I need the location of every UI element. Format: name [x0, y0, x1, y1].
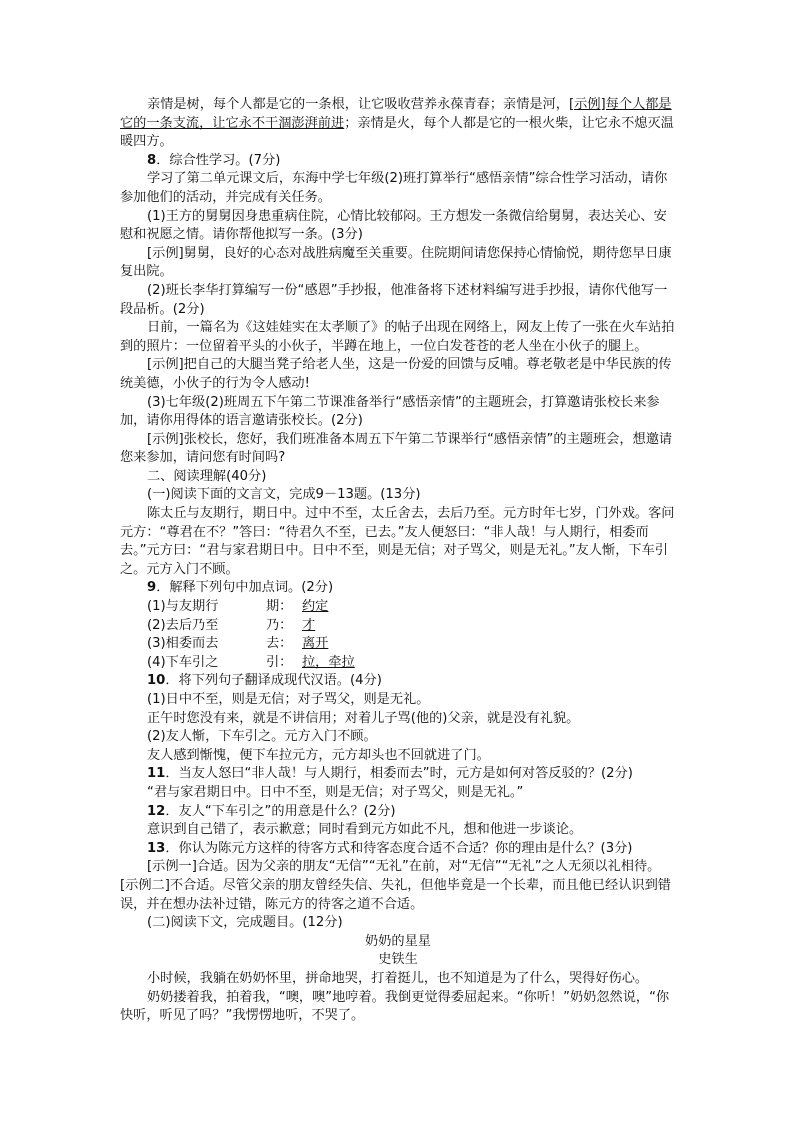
q9-word: 乃：	[266, 617, 293, 633]
q8-number: 8	[147, 152, 157, 168]
q11-heading	[120, 765, 676, 784]
part2-title: (二)阅读下文，完成题目。(12分)	[147, 915, 343, 931]
q9-title: ．解释下列句中加点词。(2分)	[156, 580, 334, 596]
q8-material: 日前，一篇名为《这娃娃实在太孝顺了》的帖子出现在网络上，网友上传了一张在火车站拍到的照片：一位留着平头的小伙子，半蹲在地上，一位白发苍苍的老人坐在小伙子的腿上。	[120, 320, 675, 354]
q9-answer: 拉，牵拉	[302, 654, 355, 670]
q10-heading	[120, 672, 676, 691]
page-content	[120, 96, 676, 1026]
q8-answer2: [示例]把自己的大腿当凳子给老人坐，这是一份爱的回馈与反哺。尊老敬老是中华民族的传统美德，小伙子的行为令人感动!	[120, 357, 672, 391]
q10-title: ．将下列句子翻译成现代汉语。(4分)	[165, 673, 382, 689]
q8-answer3: [示例]张校长，您好，我们班准备本周五下午第二节课举行“感悟亲情”的主题班会，想邀请您来参加，请问您有时间吗?	[120, 431, 673, 466]
q8-heading	[120, 152, 676, 171]
classical-passage: 陈太丘与友期行，期日中。过中不至，太丘舍去，去后乃至。元方时年七岁，门外戏。客问元方：“尊君在不？”答曰：“待君久不至，已去。”友人便怒曰：“非人哉！与人期行，相委而去。”元方曰：“君与家君期日中。日中不至，则是无信；对子骂父，则是无礼。”友人惭，下车引之。元方入门不顾。	[120, 506, 675, 577]
q9-phrase: (4)下车引之	[147, 654, 219, 670]
q9-row	[120, 654, 676, 673]
q9-answer: 才	[302, 617, 316, 633]
q12-number: 12	[147, 803, 166, 819]
q8-sub1: (1)王方的舅舅因身患重病住院，心情比较郁闷。王方想发一条微信给舅舅，表达关心、安慰和祝愿之情。请你帮他拟写一条。(3分)	[120, 208, 667, 243]
q8-intro: 学习了第二单元课文后，东海中学七年级(2)班打算举行“感悟亲情”综合性学习活动，请你参加他们的活动，并完成有关任务。	[120, 171, 668, 205]
q12-heading	[120, 803, 676, 822]
q9-phrase: (2)去后乃至	[147, 617, 219, 633]
q9-row	[120, 598, 676, 617]
q8-sub3: (3)七年级(2)班周五下午第二节课准备举行“感悟亲情”的主题班会，打算邀请张校长来参加，请你用得体的语言邀请张校长。(2分)	[120, 394, 660, 429]
story-paragraph: 奶奶搂着我，拍着我，“噢，噢”地哼着。我倒更觉得委屈起来。“你听！”奶奶忽然说，“你快听，听见了吗？”我愣愣地听，不哭了。	[120, 989, 670, 1024]
q11-number: 11	[147, 766, 166, 782]
paragraph-intro	[120, 96, 676, 152]
q9-answer: 约定	[302, 599, 329, 615]
q10-sentence2: (2)友人惭，下车引之。元方入门不顾。	[147, 729, 377, 745]
q12-answer: 意识到自己错了，表示歉意；同时看到元方如此不凡，想和他进一步谈论。	[147, 822, 583, 838]
q13-answer: [示例一]合适。因为父亲的朋友“无信”“无礼”在前，对“无信”“无礼”之人无须以礼相待。[示例二]不合适。尽管父亲的朋友曾经失信、失礼，但他毕竟是一个长辈，而且他已经认识到错误，并在想办法补过错，陈元方的待客之道不合适。	[120, 859, 671, 912]
q12-title: ．友人“下车引之”的用意是什么？(2分)	[165, 803, 396, 819]
q9-heading	[120, 579, 676, 598]
story-paragraph: 小时候，我躺在奶奶怀里，拼命地哭，打着挺儿，也不知道是为了什么，哭得好伤心。	[147, 970, 649, 986]
q11-title: ．当友人怒曰“非人哉！与人期行，相委而去”时，元方是如何对答反驳的？(2分)	[165, 766, 633, 782]
q9-word: 引：	[266, 654, 293, 670]
intro-text-a: 亲情是树，每个人都是它的一条根，让它吸收营养永葆青春；亲情是河，	[147, 97, 569, 112]
part1-title: (一)阅读下面的文言文，完成9－13题。(13分)	[147, 487, 421, 503]
q10-answer2: 友人感到惭愧，便下车拉元方，元方却头也不回就进了门。	[147, 747, 490, 763]
q10-answer1: 正午时您没有来，就是不讲信用；对着儿子骂(他的)父亲，就是没有礼貌。	[147, 710, 580, 726]
q13-number: 13	[147, 840, 166, 856]
story-author: 史铁生	[378, 952, 418, 968]
q8-answer1: [示例]舅舅，良好的心态对战胜病魔至关重要。住院期间请您保持心情愉悦，期待您早日康复出院。	[120, 245, 672, 280]
q10-number: 10	[147, 673, 166, 689]
intro-answer: [示例]每个人都是它的一条支流，让它永不干涸澎湃前进	[120, 97, 672, 131]
q8-sub2: (2)班长李华打算编写一份“感恩”手抄报，他准备将下述材料编写进手抄报，请你代他写一段品析。(2分)	[120, 282, 668, 317]
q9-phrase: (1)与友期行	[147, 599, 219, 615]
section2-title: 二、阅读理解(40分)	[147, 468, 267, 484]
q13-title: ．你认为陈元方这样的待客方式和待客态度合适不合适？你的理由是什么？(3分)	[165, 840, 633, 856]
q9-row	[120, 635, 676, 654]
q9-phrase: (3)相委而去	[147, 636, 219, 652]
q10-sentence1: (1)日中不至，则是无信；对子骂父，则是无礼。	[147, 692, 430, 707]
q11-answer: “君与家君期日中。日中不至，则是无信；对子骂父，则是无礼。”	[147, 784, 524, 800]
q9-word: 去：	[266, 636, 293, 652]
intro-text-b: ；亲情是火，每个人都是它的一根火柴，让它永不熄灭温暖四方。	[120, 115, 674, 150]
q9-row	[120, 617, 676, 636]
q9-number: 9	[147, 580, 157, 596]
q9-word: 期：	[266, 599, 293, 615]
story-title: 奶奶的星星	[365, 933, 431, 949]
q9-answer: 离开	[302, 636, 329, 652]
q13-heading	[120, 840, 676, 859]
q8-title: ．综合性学习。(7分)	[156, 152, 281, 168]
